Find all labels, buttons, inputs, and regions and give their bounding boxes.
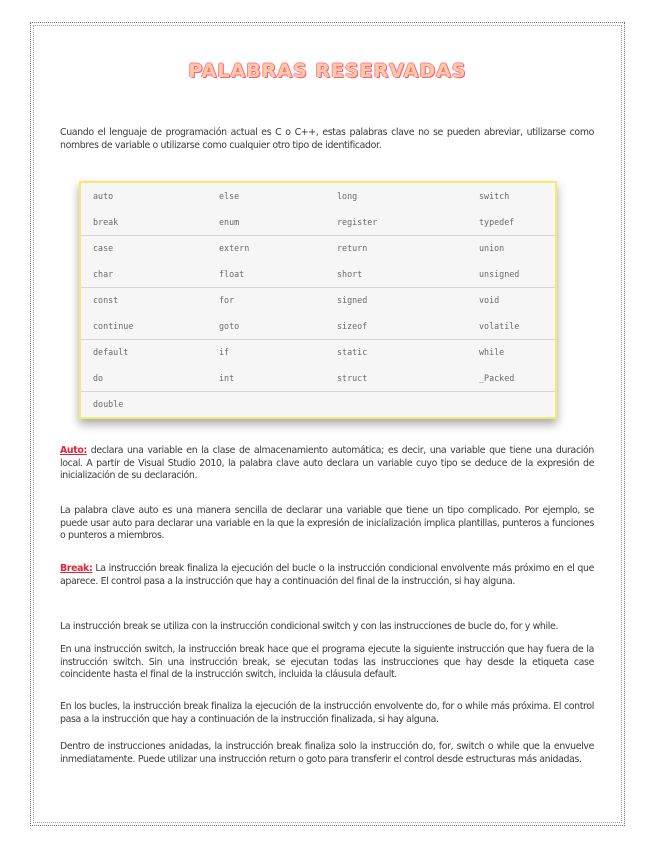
table-cell: register [337, 217, 378, 227]
break-paragraph [60, 563, 594, 588]
table-cell: if [219, 347, 230, 357]
table-cell: short [337, 269, 363, 279]
table-cell: union [479, 243, 505, 253]
auto-paragraph [60, 445, 594, 483]
table-cell: static [337, 347, 368, 357]
table-cell: auto [93, 191, 114, 201]
table-cell: struct [337, 373, 368, 383]
table-cell: float [219, 269, 245, 279]
table-cell: for [219, 295, 235, 305]
table-cell: long [337, 191, 358, 201]
break-text: La instrucción break finaliza la ejecución del bucle o la instrucción condicional envolvente más próximo en el que aparece. El control pasa a la instrucción que hay a continuación del final de la instrucción, si hay alguna. [60, 563, 594, 587]
table-cell: else [219, 191, 240, 201]
table-cell: goto [219, 321, 240, 331]
table-cell: volatile [479, 321, 520, 331]
table-cell: return [337, 243, 368, 253]
table-row [81, 183, 555, 209]
table-cell: default [93, 347, 129, 357]
table-row [81, 235, 555, 261]
table-cell: int [219, 373, 235, 383]
page-title: PALABRAS RESERVADAS [188, 60, 467, 82]
break-paragraph-4: En los bucles, la instrucción break finaliza la ejecución de la instrucción envolvente do, for o while más próxima. El control pasa a la instrucción que hay a continuación de la instrucción finalizada, si hay alguna. [60, 701, 594, 725]
auto-text: declara una variable en la clase de almacenamiento automática; es decir, una variable que tiene una duración local. A partir de Visual Studio 2010, la palabra clave auto declara un variable cuyo tipo se deduce de la expresión de inicialización de su declaración. [60, 445, 594, 481]
break-paragraph-3: En una instrucción switch, la instrucción break hace que el programa ejecute la siguiente instrucción que hay fuera de la instrucción switch. Sin una instrucción break, se ejecutan todas las instrucciones que hay desde la etiqueta case coincidente hasta el final de la instrucción switch, incluida la cláusula default. [60, 644, 594, 680]
table-cell: unsigned [479, 269, 520, 279]
table-cell: char [93, 269, 114, 279]
table-cell: signed [337, 295, 368, 305]
auto-keyword: Auto: [60, 445, 87, 456]
table-cell: void [479, 295, 500, 305]
intro-paragraph: Cuando el lenguaje de programación actual es C o C++, estas palabras clave no se pueden abreviar, utilizarse como nombres de variable o utilizarse como cualquier otro tipo de identificador. [60, 127, 594, 151]
keywords-table [79, 181, 557, 419]
table-row [81, 261, 555, 288]
table-cell: while [479, 347, 505, 357]
break-keyword: Break: [60, 563, 93, 574]
table-cell: const [93, 295, 119, 305]
break-paragraph-2: La instrucción break se utiliza con la instrucción condicional switch y con las instrucciones de bucle do, for y while. [60, 621, 559, 632]
table-row [81, 209, 555, 236]
table-row [81, 339, 555, 365]
table-cell: continue [93, 321, 134, 331]
table-row [81, 287, 555, 313]
table-cell: break [93, 217, 119, 227]
table-cell: case [93, 243, 114, 253]
table-cell: typedef [479, 217, 515, 227]
auto-paragraph-2: La palabra clave auto es una manera sencilla de declarar una variable que tiene un tipo complicado. Por ejemplo, se puede usar auto para declarar una variable en la que la expresión de inicialización implica plantillas, punteros a funciones o punteros a miembros. [60, 505, 594, 541]
table-cell: switch [479, 191, 510, 201]
table-row [81, 365, 555, 392]
table-cell: _Packed [479, 373, 515, 383]
table-row [81, 313, 555, 340]
table-cell: enum [219, 217, 240, 227]
break-paragraph-5: Dentro de instrucciones anidadas, la instrucción break finaliza solo la instrucción do, for, switch o while que la envuelve inmediatamente. Puede utilizar una instrucción return o goto para transferir el control desde estructuras más anidadas. [60, 741, 594, 765]
table-row [81, 391, 555, 417]
table-cell: double [93, 399, 124, 409]
table-cell: sizeof [337, 321, 368, 331]
table-cell: do [93, 373, 104, 383]
table-cell: extern [219, 243, 250, 253]
